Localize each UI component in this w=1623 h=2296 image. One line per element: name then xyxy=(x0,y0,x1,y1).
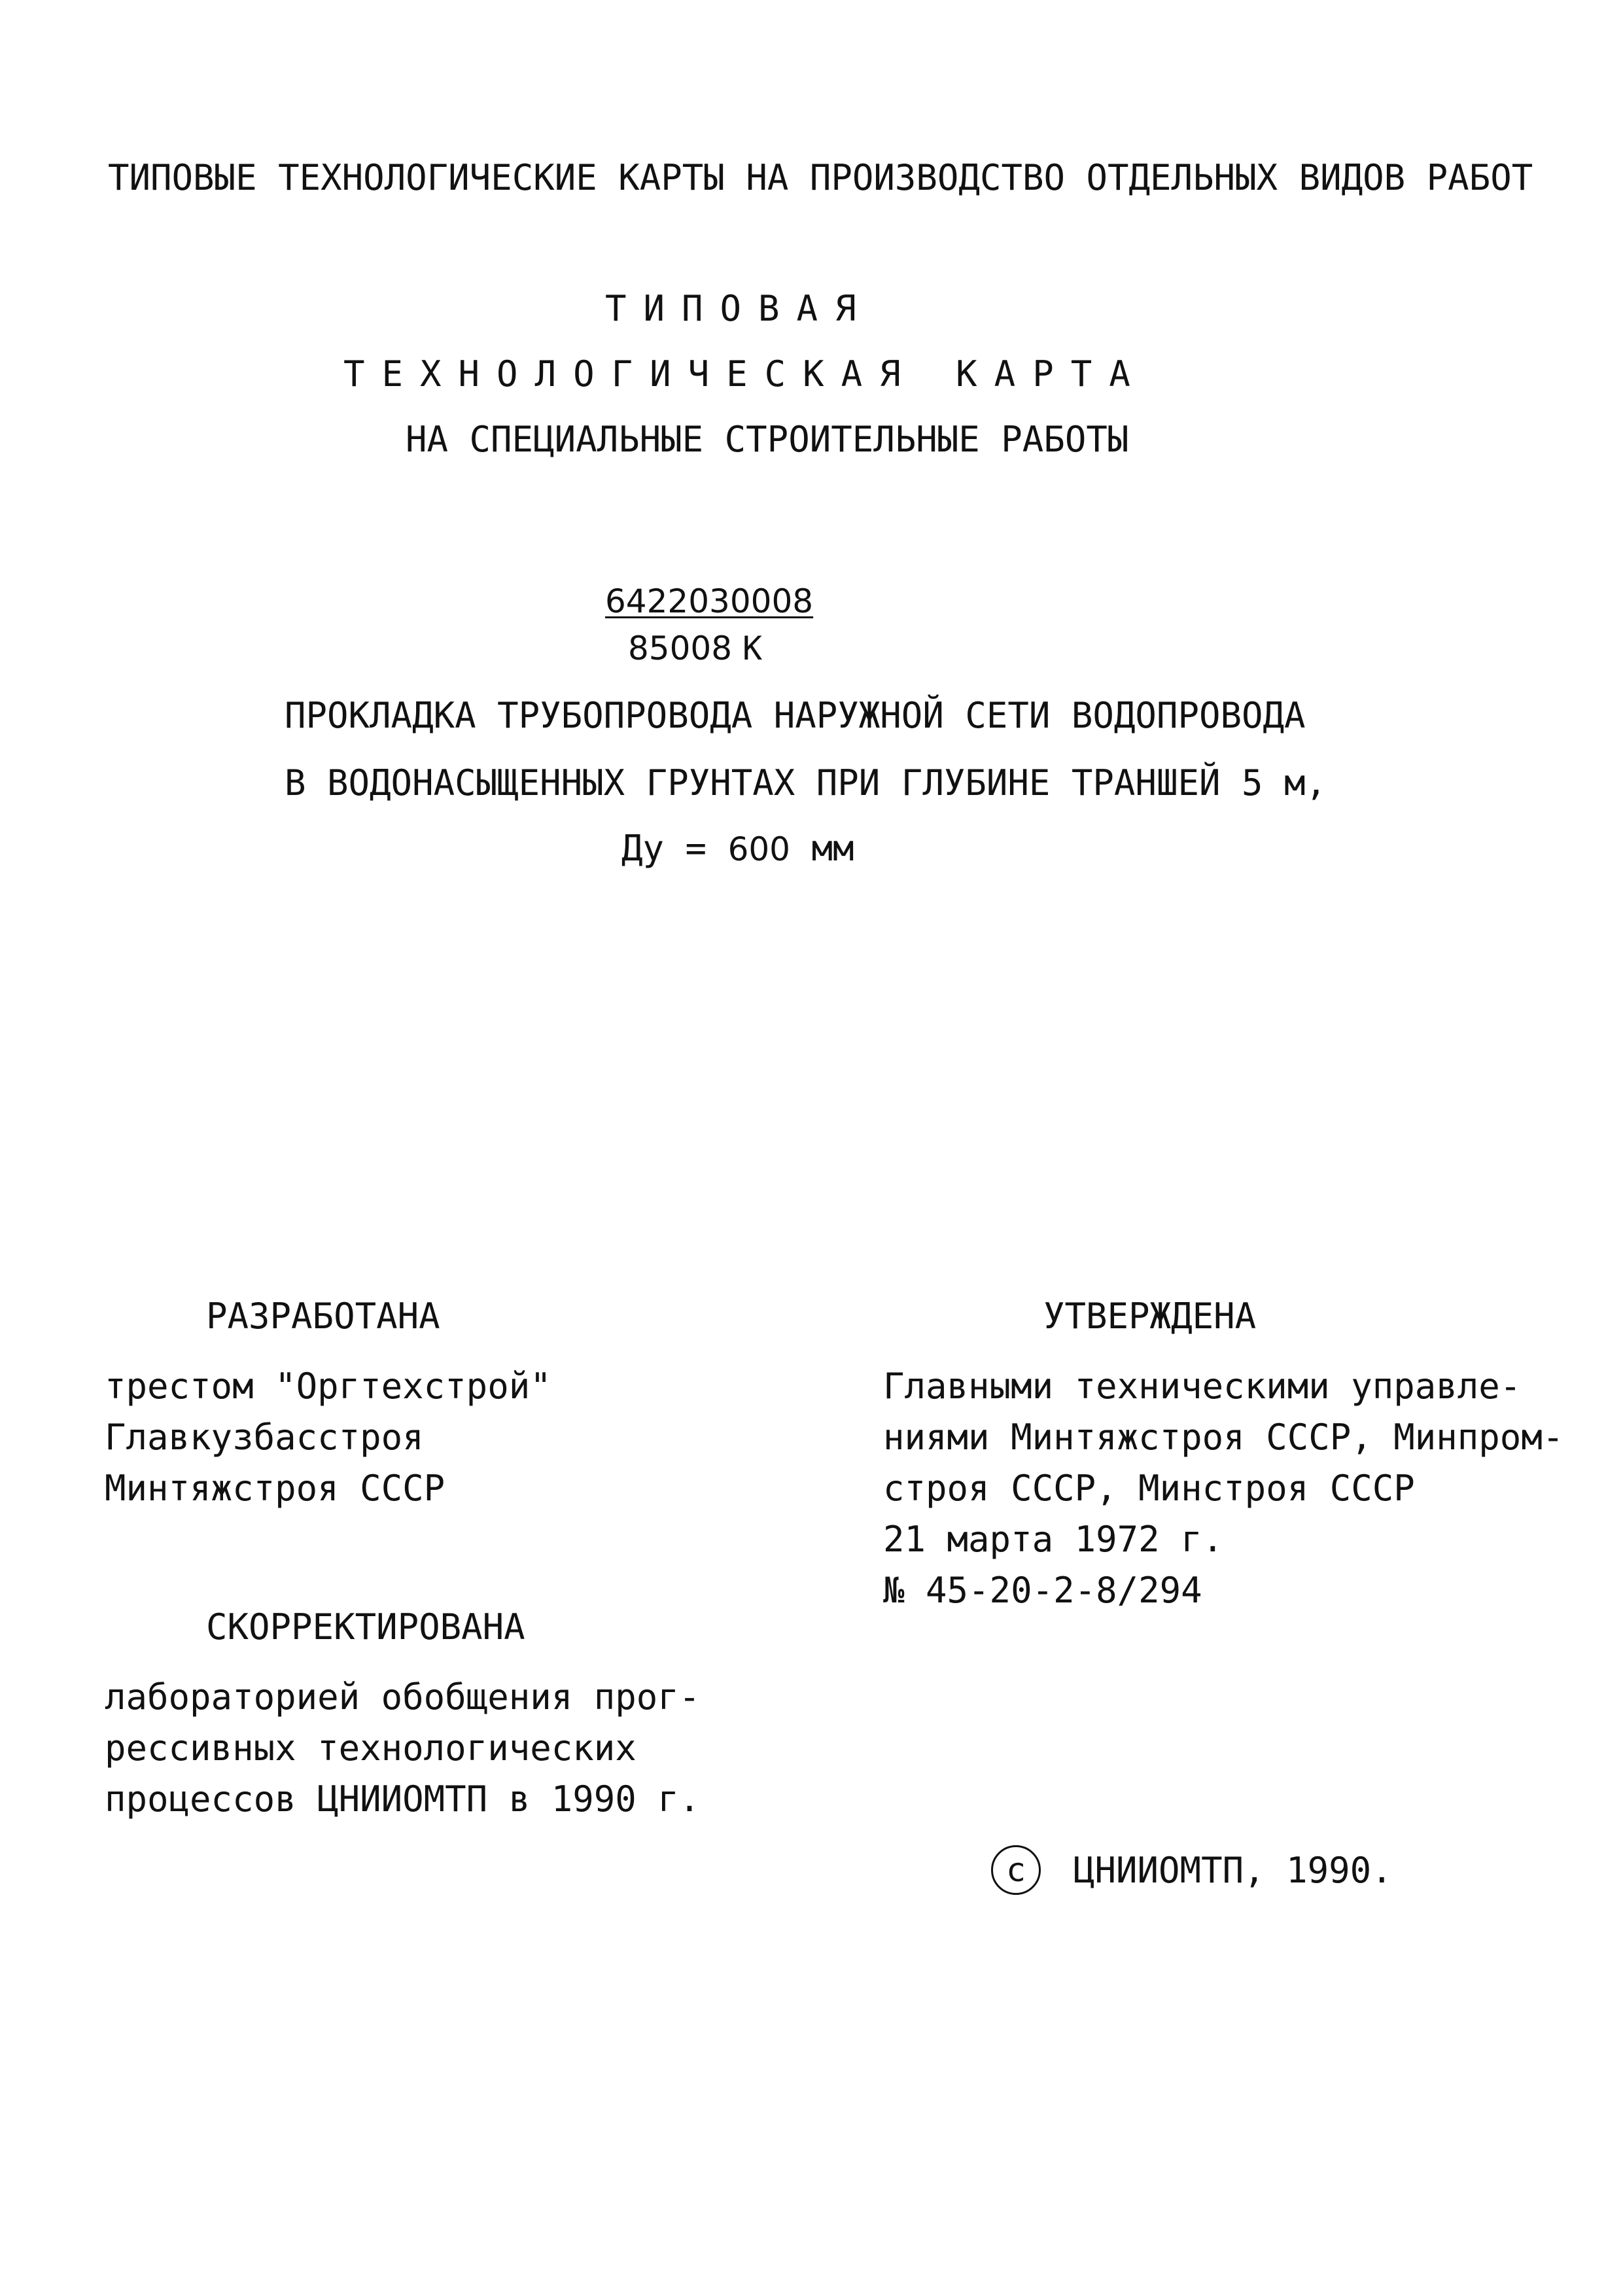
approved-body xyxy=(883,1361,1563,1616)
copyright-icon: c xyxy=(991,1845,1041,1895)
copyright-notice xyxy=(991,1845,1393,1895)
corrected-heading: СКОРРЕКТИРОВАНА xyxy=(206,1606,525,1648)
work-name-line-3 xyxy=(621,828,854,869)
corrected-body xyxy=(105,1672,700,1825)
corrected-line: процессов ЦНИИОМТП в 1990 г. xyxy=(105,1778,701,1820)
doc-code-secondary-suffix: К xyxy=(742,629,763,667)
work-name-line-2: В ВОДОНАСЫЩЕННЫХ ГРУНТАХ ПРИ ГЛУБИНЕ ТРАНШЕЙ 5 м, xyxy=(285,762,1327,804)
developed-line: Минтяжстроя СССР xyxy=(105,1468,445,1509)
approved-heading: УТВЕРЖДЕНА xyxy=(1043,1296,1257,1337)
copyright-text: ЦНИИОМТП, 1990. xyxy=(1073,1849,1393,1891)
doc-code-secondary-number: 85008 xyxy=(628,629,733,667)
series-title: ТИПОВЫЕ ТЕХНОЛОГИЧЕСКИЕ КАРТЫ НА ПРОИЗВОДСТВО ОТДЕЛЬНЫХ ВИДОВ РАБОТ xyxy=(108,157,1533,198)
approved-line: Главными техническими управле- xyxy=(883,1366,1522,1407)
doc-title-special-works: НА СПЕЦИАЛЬНЫЕ СТРОИТЕЛЬНЫЕ РАБОТЫ xyxy=(406,419,1129,460)
corrected-line: рессивных технологических xyxy=(105,1727,637,1769)
work-name-diameter-prefix: Ду = xyxy=(621,828,728,869)
work-name-diameter-unit: мм xyxy=(790,828,854,869)
developed-body xyxy=(105,1361,551,1514)
doc-title-typical: ТИПОВАЯ xyxy=(605,288,873,329)
approved-line: ниями Минтяжстроя СССР, Минпром- xyxy=(883,1417,1564,1458)
work-name-line-1: ПРОКЛАДКА ТРУБОПРОВОДА НАРУЖНОЙ СЕТИ ВОДОПРОВОДА xyxy=(285,695,1306,736)
developed-line: трестом "Оргтехстрой" xyxy=(105,1366,551,1407)
approved-line: 21 марта 1972 г. xyxy=(883,1519,1224,1560)
approved-line: строя СССР, Минстроя СССР xyxy=(883,1468,1415,1509)
approved-line: № 45-20-2-8/294 xyxy=(883,1570,1202,1611)
work-name-diameter-value: 600 xyxy=(727,830,790,868)
developed-line: Главкузбасстроя xyxy=(105,1417,424,1458)
doc-title-tech-card: ТЕХНОЛОГИЧЕСКАЯ КАРТА xyxy=(343,353,1147,395)
corrected-line: лабораторией обобщения прог- xyxy=(105,1676,701,1718)
developed-heading: РАЗРАБОТАНА xyxy=(206,1296,440,1337)
doc-code-secondary xyxy=(628,629,762,667)
doc-code-primary: 6422030008 xyxy=(605,582,814,620)
